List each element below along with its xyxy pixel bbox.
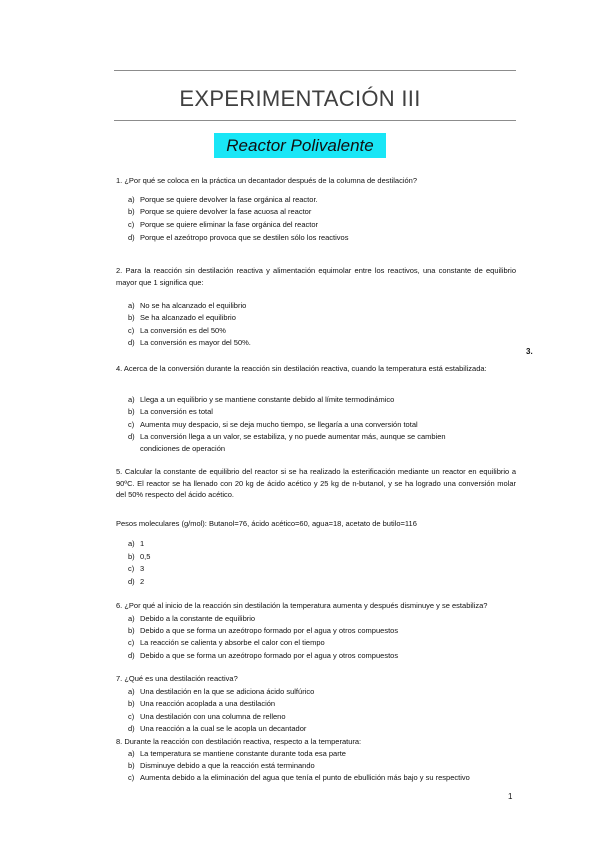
question-1: 1. ¿Por qué se coloca en la práctica un decantador después de la columna de destilación? [116,176,418,185]
q6-option-c: c) La reacción se calienta y absorbe el calor con el tiempo [128,638,325,647]
q5-option-a: a) 1 [128,539,145,548]
question-2: 2. Para la reacción sin destilación reactiva y alimentación equimolar entre los reactivos, una constante de equilibrio mayor que 1 significa que: [116,266,516,287]
page-title: EXPERIMENTACIÓN III [179,86,421,111]
q7-option-d: d) Una reacción a la cual se le acopla un decantador [128,724,307,733]
q6-option-b: b) Debido a que se forma un azeótropo formado por el agua y otros compuestos [128,626,399,635]
side-number: 3. [526,347,533,356]
q5-option-c: c) 3 [128,564,145,573]
question-6: 6. ¿Por qué al inicio de la reacción sin destilación la temperatura aumenta y después disminuye y se estabiliza? [116,601,488,610]
page-number: 1 [508,792,513,801]
q4-option-d: d) La conversión llega a un valor, se estabiliza, y no puede aumentar más, aunque se cambien condiciones de operación [128,432,446,453]
q2-option-c: c) La conversión es del 50% [128,326,226,335]
q1-option-d: d) Porque el azeótropo provoca que se destilen sólo los reactivos [128,233,349,242]
q7-option-c: c) Una destilación con una columna de relleno [128,712,286,721]
section-subtitle: Reactor Polivalente [214,133,386,158]
q8-option-c: c) Aumenta debido a la eliminación del agua que tenía el punto de ebullición más bajo y su respectivo [128,773,470,782]
q8-option-b: b) Disminuye debido a que la reacción está terminando [128,761,315,770]
q1-option-c: c) Porque se quiere eliminar la fase orgánica del reactor [128,220,319,229]
q6-option-d: d) Debido a que se forma un azeótropo formado por el agua y otros compuestos [128,651,399,660]
q8-option-a: a) La temperatura se mantiene constante durante toda esa parte [128,749,346,758]
q4-option-c: c) Aumenta muy despacio, si se deja mucho tiempo, se llegaría a una conversión total [128,420,418,429]
top-rule [114,70,516,71]
q7-option-b: b) Una reacción acoplada a una destilación [128,699,276,708]
question-8: 8. Durante la reacción con destilación reactiva, respecto a la temperatura: [116,737,362,746]
q2-option-d: d) La conversión es mayor del 50%. [128,338,251,347]
q4-option-b: b) La conversión es total [128,407,213,416]
q5-option-d: d) 2 [128,577,145,586]
question-5: 5. Calcular la constante de equilibrio del reactor si se ha realizado la esterificación mediante un reactor en equilibrio a 90ºC. El reactor se ha llenado con 20 kg de ácido acético y 25 kg de n-butanol, y se ha logrado una conversión molar del 50% respecto del ácido acético. [116,467,516,499]
q1-option-a: a) Porque se quiere devolver la fase orgánica al reactor. [128,195,318,204]
q2-option-a: a) No se ha alcanzado el equilibrio [128,301,247,310]
q1-option-b: b) Porque se quiere devolver la fase acuosa al reactor [128,207,312,216]
q4-option-a: a) Llega a un equilibrio y se mantiene constante debido al límite termodinámico [128,395,395,404]
q2-option-b: b) Se ha alcanzado el equilibrio [128,313,236,322]
q5-molecular-weights: Pesos moleculares (g/mol): Butanol=76, ácido acético=60, agua=18, acetato de butilo=116 [116,519,417,528]
bottom-rule [114,120,516,121]
q7-option-a: a) Una destilación en la que se adiciona ácido sulfúrico [128,687,315,696]
q6-option-a: a) Debido a la constante de equilibrio [128,614,256,623]
question-4: 4. Acerca de la conversión durante la reacción sin destilación reactiva, cuando la temperatura está estabilizada: [116,364,487,373]
q5-option-b: b) 0,5 [128,552,151,561]
question-7: 7. ¿Qué es una destilación reactiva? [116,674,238,683]
